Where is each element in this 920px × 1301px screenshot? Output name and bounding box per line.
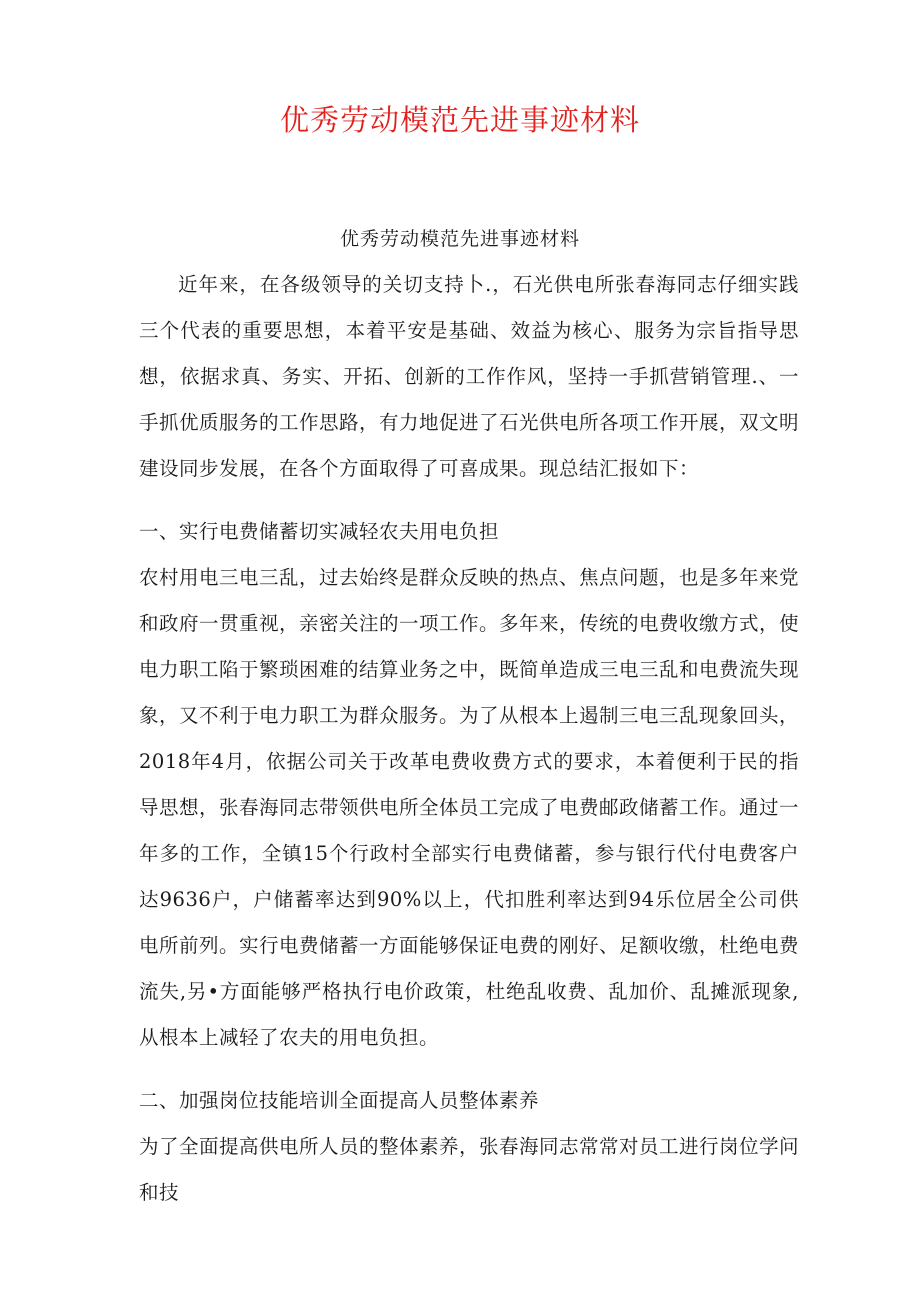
section-1-heading: 一、实行电费储蓄切实减轻农夫用电负担 (139, 520, 500, 543)
section-2-heading: 二、加强岗位技能培训全面提高人员整体素养 (139, 1089, 540, 1112)
section-2-paragraph: 为了全面提高供电所人员的整体素养，张春海同志常常对员工进行岗位学问和技 (139, 1135, 800, 1204)
document-title: 优秀劳动模范先进事迹材料 (279, 103, 640, 137)
section-1-paragraph: 农村用电三电三乱，过去始终是群众反映的热点、焦点问题，也是多年来党和政府一贯重视，亲密关注的一项工作。多年来，传统的电费收缴方式，使电力职工陷于繁琐困难的结算业务之中，既简单造成三电三乱和电费流失现象，又不利于电力职工为群众服务。为了从根本上遏制三电三乱现象回头，2018年4月，依据公司关于改革电费收费方式的要求，本着便利于民的指导思想，张春海同志带领供电所全体员工完成了电费邮政储蓄工作。通过一年多的工作，全镇15个行政村全部实行电费储蓄，参与银行代付电费客户达9636户，户储蓄率达到90%以上，代扣胜利率达到94乐位居全公司供电所前列。实行电费储蓄一方面能够保证电费的刚好、足额收缴，杜绝电费流失,另•方面能够严格执行电价政策，杜绝乱收费、乱加价、乱摊派现象,从根本上减轻了农夫的用电负担。 (139, 566, 800, 1049)
document-subtitle: 优秀劳动模范先进事迹材料 (339, 228, 580, 250)
intro-paragraph: 近年来，在各级领导的关切支持卜.，石光供电所张春海同志仔细实践三个代表的重要思想，本着平安是基础、效益为核心、服务为宗旨指导思想，依据求真、务实、开拓、创新的工作作风，坚持一手抓营销管理.、一手抓优质服务的工作思路，有力地促进了石光供电所各项工作开展，双文明建设同步发展，在各个方面取得了可喜成果。现总结汇报如下： (139, 273, 800, 480)
